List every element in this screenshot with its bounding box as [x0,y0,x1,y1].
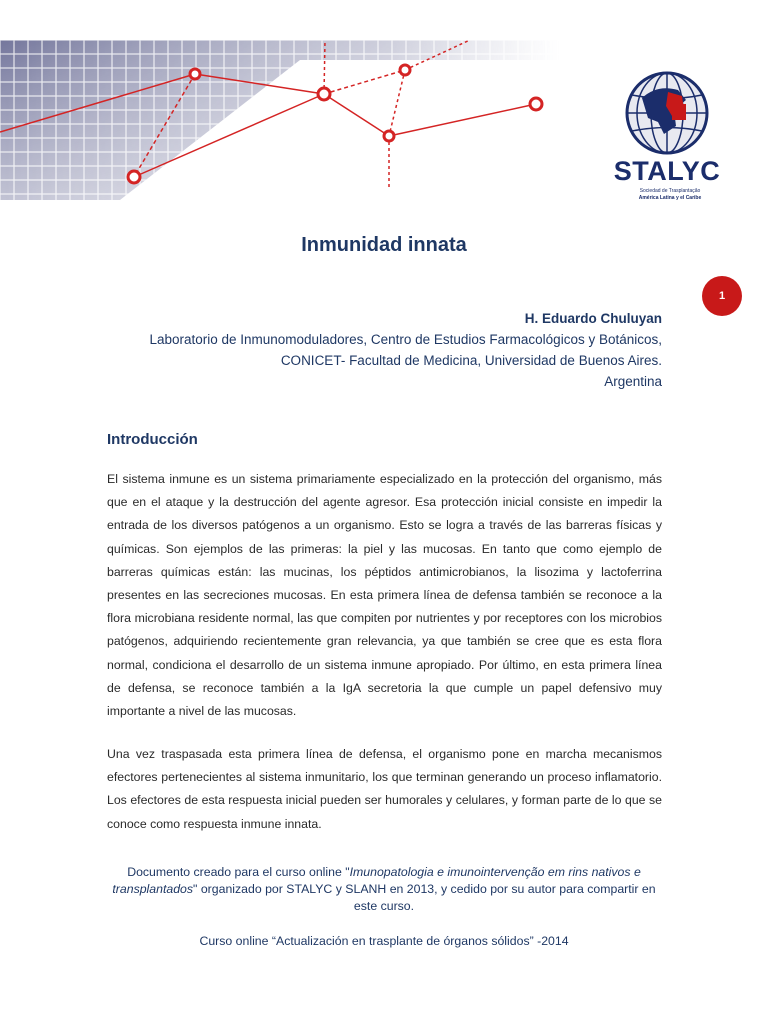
logo-subtitle: Sociedad de Trasplantação [639,188,701,194]
stalyc-logo [612,70,732,210]
header-network-graphic [0,40,560,200]
footer-course-title: Imunopatologia e imunointervenção em rins nativos e transplantados [112,865,641,896]
affiliation-line: CONICET- Facultad de Medicina, Universidad de Buenos Aires. [280,353,662,368]
logo-subtitle-2: América Latina y el Caribe [638,195,702,201]
author-name: H. Eduardo Chuluyan [524,311,662,326]
footer-note-prefix: Documento creado para el curso online " [127,865,350,879]
affiliation-line: Laboratorio de Inmunomoduladores, Centro de Estudios Farmacológicos y Botánicos, [149,332,662,347]
body-paragraph: El sistema inmune es un sistema primariamente especializado en la protección del organismo, más que en el ataque y la destrucción del agente agresor. Esa protección inicial consiste en impedir la entrada de los diversos patógenos a un organismo. Esto se logra a través de las barreras físicas y químicas. Son ejemplos de las primeras: la piel y las mucosas. En tanto que como ejemplo de barreras químicas están: las mucinas, los péptidos antimicrobianos, la lisozima y lactoferrina presentes en las secreciones mucosas. En esta primera línea de defensa también se reconoce a la flora microbiana residente normal, las que compiten por nutrientes y por receptores con los microbios patógenos, adquiriendo recientemente gran relevancia, ya que también se cree que es esta flora normal, condiciona el desarrollo de un sistema inmune apropiado. Por último, en esta primera línea de defensa, se reconoce también a la IgA secretoria la que cumple un papel defensivo muy importante a nivel de las mucosas. [107,472,662,719]
page-number-badge: 1 [702,276,742,316]
logo-wordmark: STALYC [613,156,721,186]
footer-course-line: Curso online “Actualización en trasplante de órganos sólidos” -2014 [199,934,569,948]
section-heading: Introducción [107,431,198,448]
author-block [149,308,662,392]
body-paragraph: Una vez traspasada esta primera línea de defensa, el organismo pone en marcha mecanismos efectores pertenecientes al sistema inmunitario, los que terminan generando un proceso inflamatorio. Los efectores de esta respuesta inicial pueden ser humorales y celulares, y forman parte de lo que se conoce como respuesta inmune innata. [107,747,662,831]
affiliation-country: Argentina [604,374,662,389]
document-title: Inmunidad innata [301,234,467,256]
footer-note [100,864,668,915]
globe-icon [612,70,722,156]
footer-note-suffix: " organizado por STALYC y SLANH en 2013, y cedido por su autor para compartir en este curso. [193,882,656,913]
